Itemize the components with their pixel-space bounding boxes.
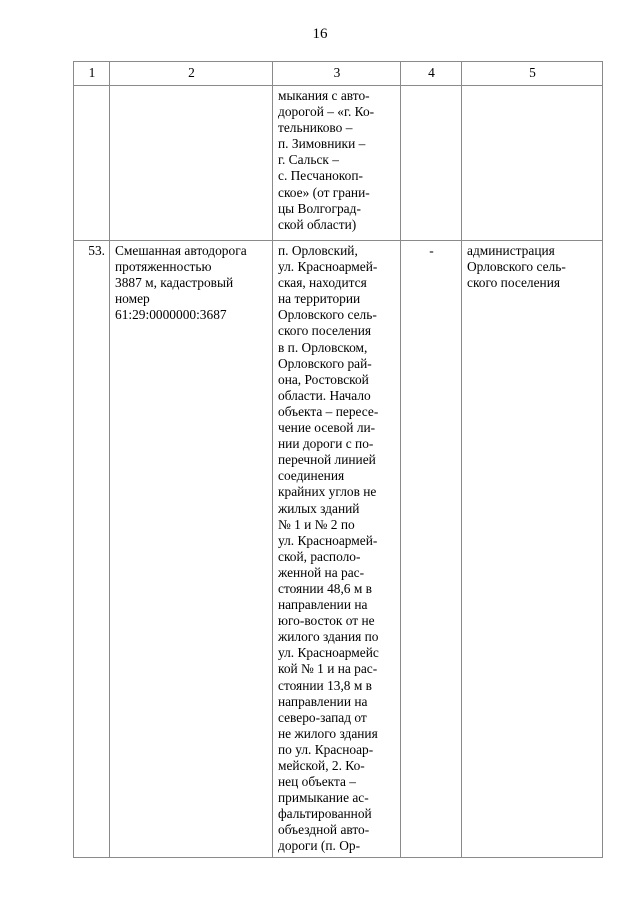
text-line: администрация (467, 243, 555, 258)
text-line: п. Орловский, (278, 243, 358, 258)
text-line: кой № 1 и на рас- (278, 661, 378, 677)
text-line: дорогой – «г. Ко- (278, 104, 375, 120)
text-line: ул. Красноармей- (278, 259, 378, 275)
text-line: стоянии 48,6 м в (278, 580, 372, 596)
object-description-cell (110, 241, 273, 858)
page-number: 16 (312, 26, 328, 42)
text-line: соединения (278, 468, 345, 484)
text-line: северо-запад от (278, 709, 367, 725)
text-line: Орловского сель- (278, 307, 377, 323)
table-row (74, 86, 603, 241)
text-line: направлении на (278, 597, 368, 613)
text-line: тельниково – (278, 120, 353, 136)
text-line: ского поселения (278, 323, 372, 339)
text-line: направлении на (278, 693, 368, 709)
text-line: объездной авто- (278, 822, 370, 838)
text-line: с. Песчанокоп- (278, 168, 363, 184)
text-line: женной на рас- (278, 564, 365, 580)
status-cell: - (401, 241, 462, 858)
table-header-row (74, 62, 603, 86)
text-line: ской области) (278, 216, 357, 232)
text-line: ской, располо- (278, 548, 361, 564)
location-cell (273, 86, 401, 241)
objects-table (73, 61, 603, 858)
text-line: 3887 м, кадастровый (115, 275, 234, 291)
text-line: нец объекта – (278, 774, 356, 790)
owner-cell (462, 86, 603, 241)
text-line: она, Ростовской (278, 371, 369, 387)
text-line: цы Волгоград- (278, 200, 361, 216)
row-number-cell: 53. (74, 241, 110, 858)
text-line: 61:29:0000000:3687 (115, 307, 227, 323)
column-header: 4 (401, 62, 462, 86)
status-cell (401, 86, 462, 241)
text-line: мейской, 2. Ко- (278, 758, 365, 773)
text-line: не жилого здания (278, 725, 378, 741)
text-line: области. Начало (278, 387, 371, 403)
text-line: примыкание ас- (278, 790, 369, 806)
text-line: протяженностью (115, 259, 212, 275)
text-line: ул. Красноармейс (278, 645, 379, 661)
text-line: жилых зданий (278, 500, 360, 516)
text-line: нии дороги с по- (278, 436, 374, 452)
text-line: чение осевой ли- (278, 420, 376, 436)
text-line: объекта – пересе- (278, 403, 379, 419)
text-line: по ул. Красноар- (278, 741, 374, 757)
table-row (74, 241, 603, 858)
column-header: 3 (273, 62, 401, 86)
text-line: в п. Орловском, (278, 339, 368, 355)
text-line: ского поселения (467, 275, 561, 291)
column-header: 2 (110, 62, 273, 86)
text-line: ское» (от грани- (278, 184, 370, 200)
row-number-cell (74, 86, 110, 241)
column-header: 1 (74, 62, 110, 86)
text-line: стоянии 13,8 м в (278, 677, 372, 693)
text-line: Орловского рай- (278, 355, 372, 371)
text-line: на территории (278, 291, 361, 307)
text-line: фальтированной (278, 806, 372, 822)
text-line: Орловского сель- (467, 259, 566, 275)
text-line: перечной линией (278, 452, 376, 468)
text-line: жилого здания по (278, 629, 379, 645)
text-line: п. Зимовники – (278, 136, 366, 152)
text-line: ул. Красноармей- (278, 532, 378, 548)
text-line: Смешанная автодорога (115, 243, 247, 258)
text-line: дороги (п. Ор- (278, 838, 361, 854)
location-cell (273, 241, 401, 858)
text-line: ская, находится (278, 275, 367, 291)
owner-cell (462, 241, 603, 858)
text-line: номер (115, 291, 150, 307)
text-line: крайних углов не (278, 484, 377, 500)
text-line: мыкания с авто- (278, 88, 370, 103)
column-header: 5 (462, 62, 603, 86)
text-line: юго-восток от не (278, 613, 375, 629)
object-description-cell (110, 86, 273, 241)
text-line: г. Сальск – (278, 152, 339, 168)
text-line: № 1 и № 2 по (278, 516, 355, 532)
